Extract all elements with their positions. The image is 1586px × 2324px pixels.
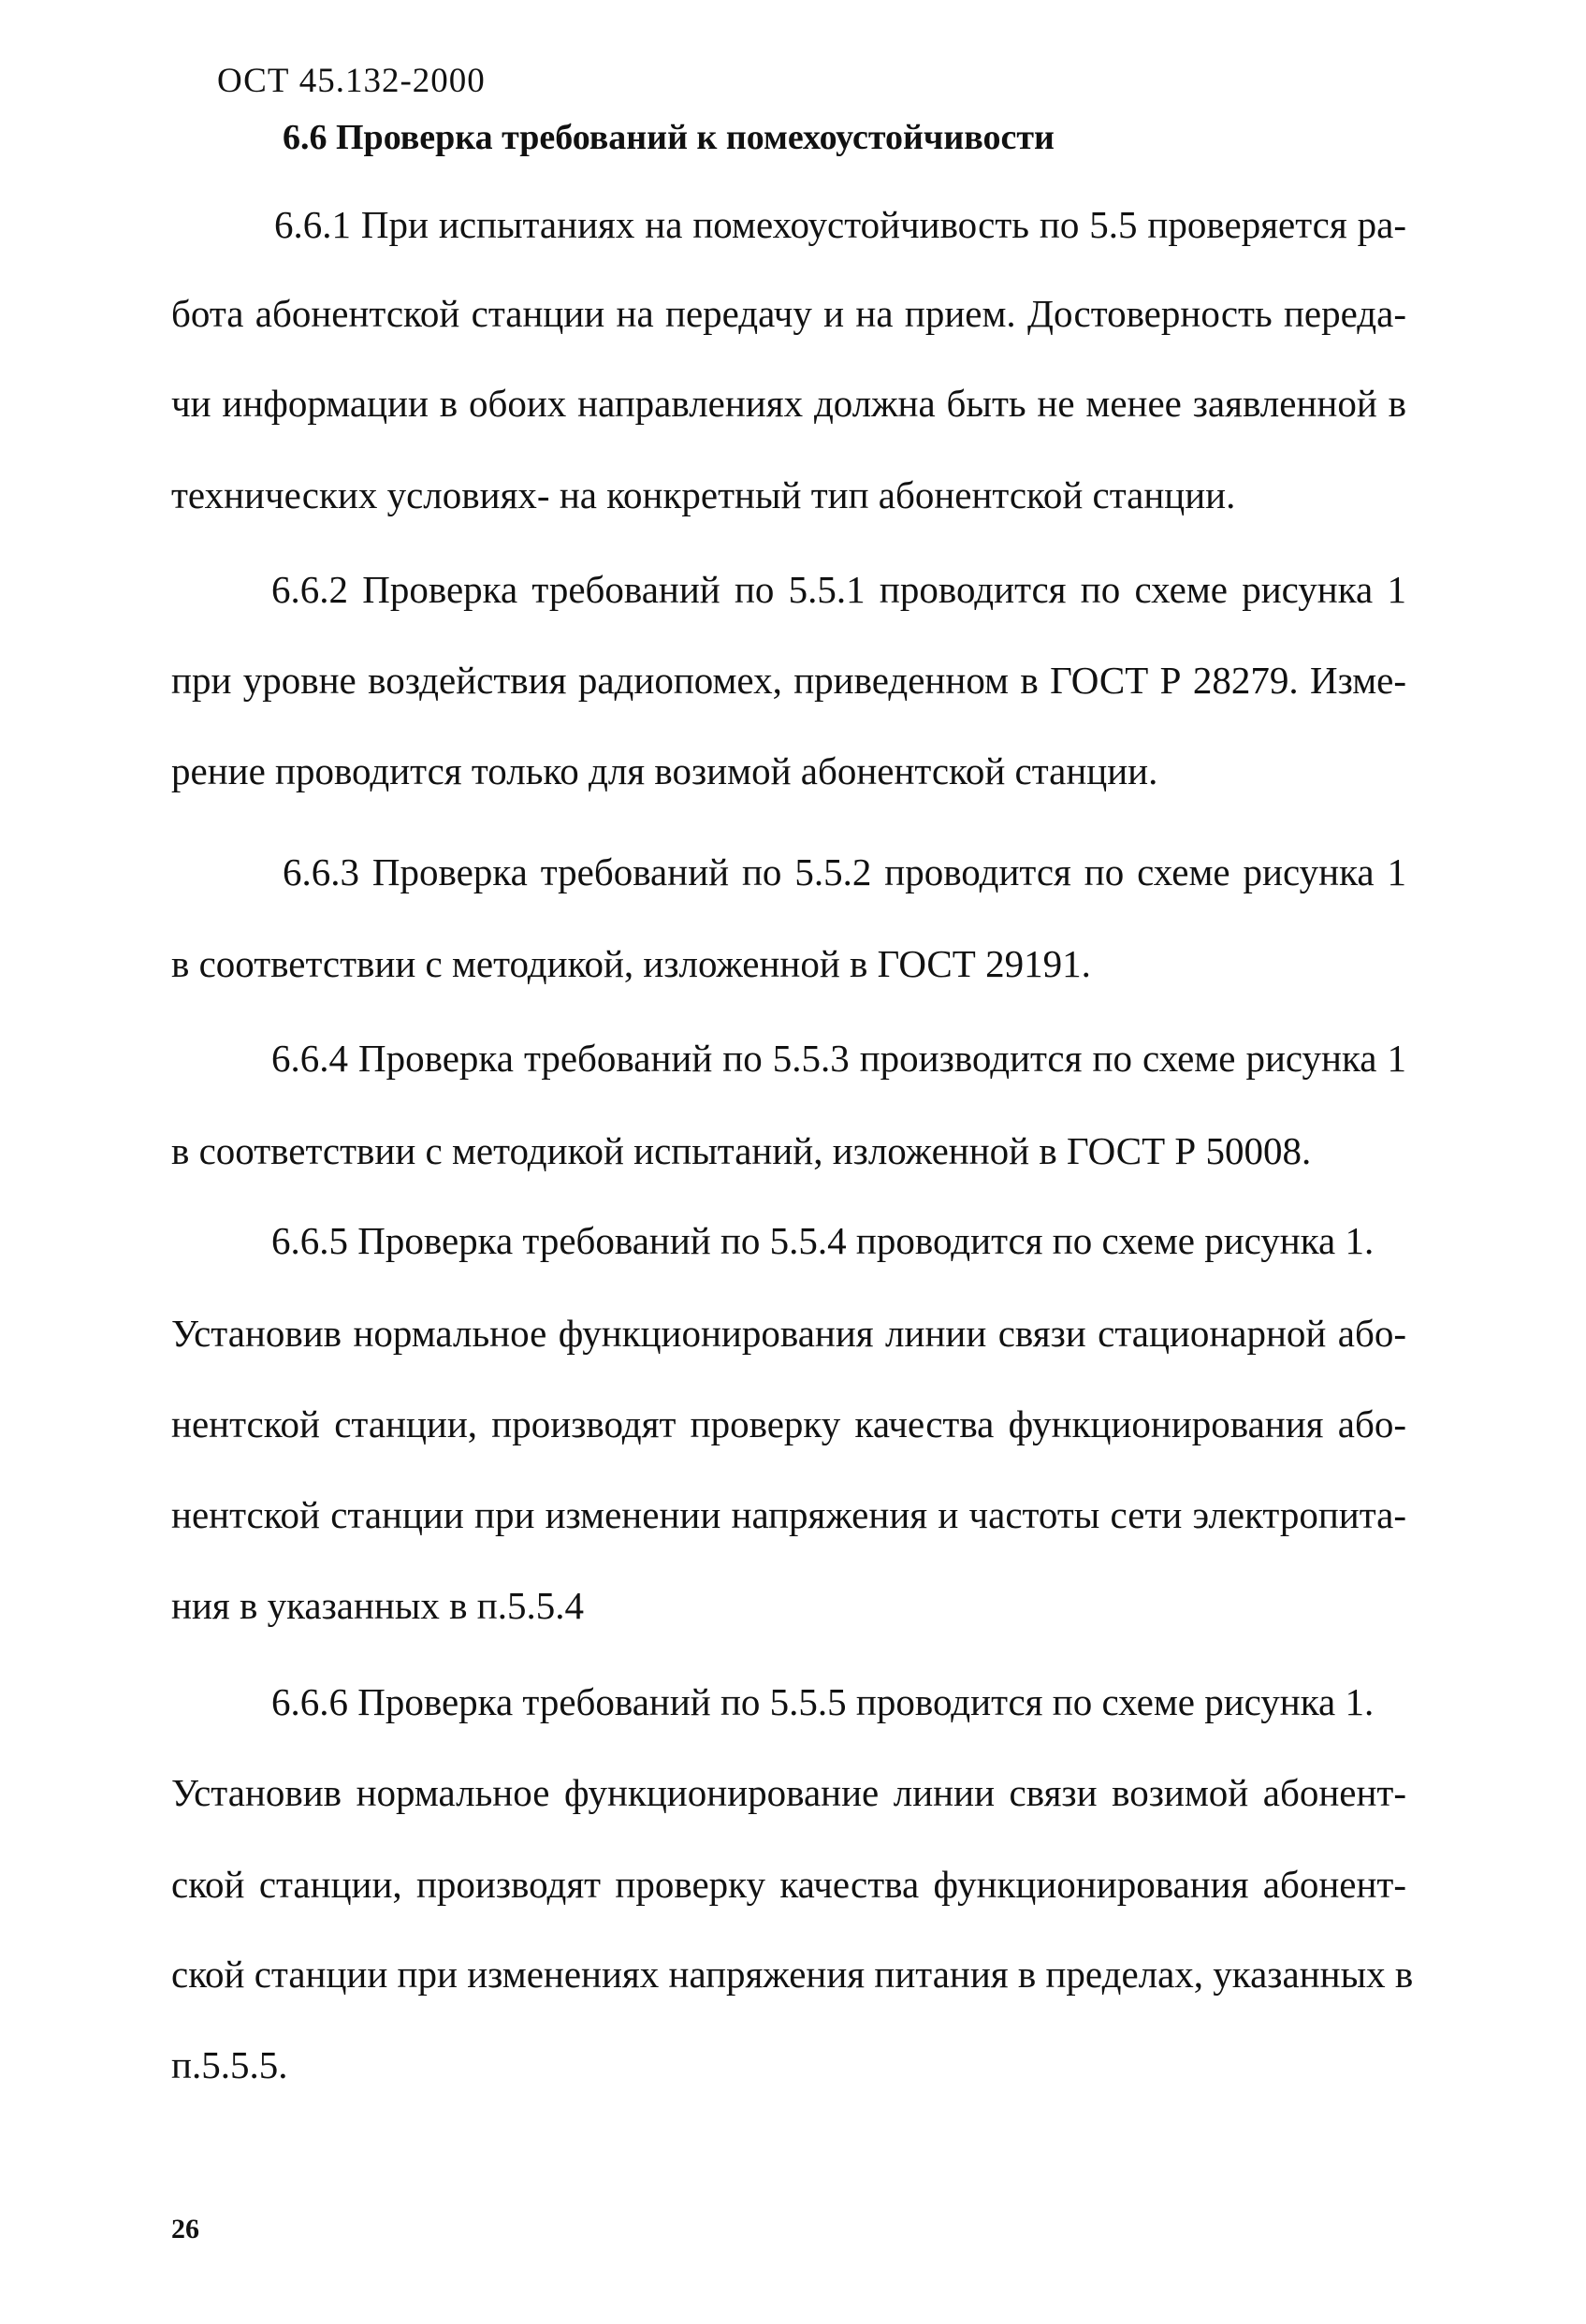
paragraph-6-6-2-line-2: при уровне воздействия радиопомех, приведенном в ГОСТ Р 28279. Изме- — [171, 659, 1406, 702]
paragraph-6-6-3-line-2: в соответствии с методикой, изложенной в ГОСТ 29191. — [171, 942, 1091, 985]
paragraph-6-6-4-line-1: 6.6.4 Проверка требований по 5.5.3 производится по схеме рисунка 1 — [271, 1037, 1406, 1080]
paragraph-6-6-5-line-2: Установив нормальное функционирования линии связи стационарной або- — [171, 1312, 1406, 1355]
section-title: 6.6 Проверка требований к помехоустойчивости — [283, 118, 1055, 157]
paragraph-6-6-1-line-1: 6.6.1 При испытаниях на помехоустойчивость по 5.5 проверяется ра- — [274, 203, 1406, 246]
paragraph-6-6-3-line-1: 6.6.3 Проверка требований по 5.5.2 проводится по схеме рисунка 1 — [283, 850, 1406, 893]
paragraph-6-6-1-line-4: технических условиях- на конкретный тип абонентской станции. — [171, 473, 1236, 516]
paragraph-6-6-2-line-3: рение проводится только для возимой абонентской станции. — [171, 749, 1158, 792]
paragraph-6-6-6-line-5: п.5.5.5. — [171, 2043, 288, 2086]
paragraph-6-6-5-line-3: нентской станции, производят проверку качества функционирования або- — [171, 1402, 1406, 1445]
paragraph-6-6-5-line-1: 6.6.5 Проверка требований по 5.5.4 проводится по схеме рисунка 1. — [271, 1219, 1375, 1262]
paragraph-6-6-1-line-3: чи информации в обоих направлениях должна быть не менее заявленной в — [171, 382, 1406, 425]
paragraph-6-6-6-line-2: Установив нормальное функционирование линии связи возимой абонент- — [171, 1771, 1406, 1814]
paragraph-6-6-5-line-5: ния в указанных в п.5.5.4 — [171, 1584, 584, 1627]
paragraph-6-6-2-line-1: 6.6.2 Проверка требований по 5.5.1 проводится по схеме рисунка 1 — [271, 568, 1406, 611]
document-code: ОСТ 45.132-2000 — [217, 62, 486, 100]
paragraph-6-6-6-line-4: ской станции при изменениях напряжения питания в пределах, указанных в — [171, 1953, 1414, 1996]
paragraph-6-6-6-line-1: 6.6.6 Проверка требований по 5.5.5 проводится по схеме рисунка 1. — [271, 1680, 1375, 1723]
page-number: 26 — [171, 2214, 199, 2244]
paragraph-6-6-1-line-2: бота абонентской станции на передачу и на прием. Достоверность переда- — [171, 292, 1406, 335]
paragraph-6-6-6-line-3: ской станции, производят проверку качества функционирования абонент- — [171, 1863, 1406, 1906]
paragraph-6-6-5-line-4: нентской станции при изменении напряжения и частоты сети электропита- — [171, 1493, 1406, 1536]
paragraph-6-6-4-line-2: в соответствии с методикой испытаний, изложенной в ГОСТ Р 50008. — [171, 1129, 1312, 1172]
